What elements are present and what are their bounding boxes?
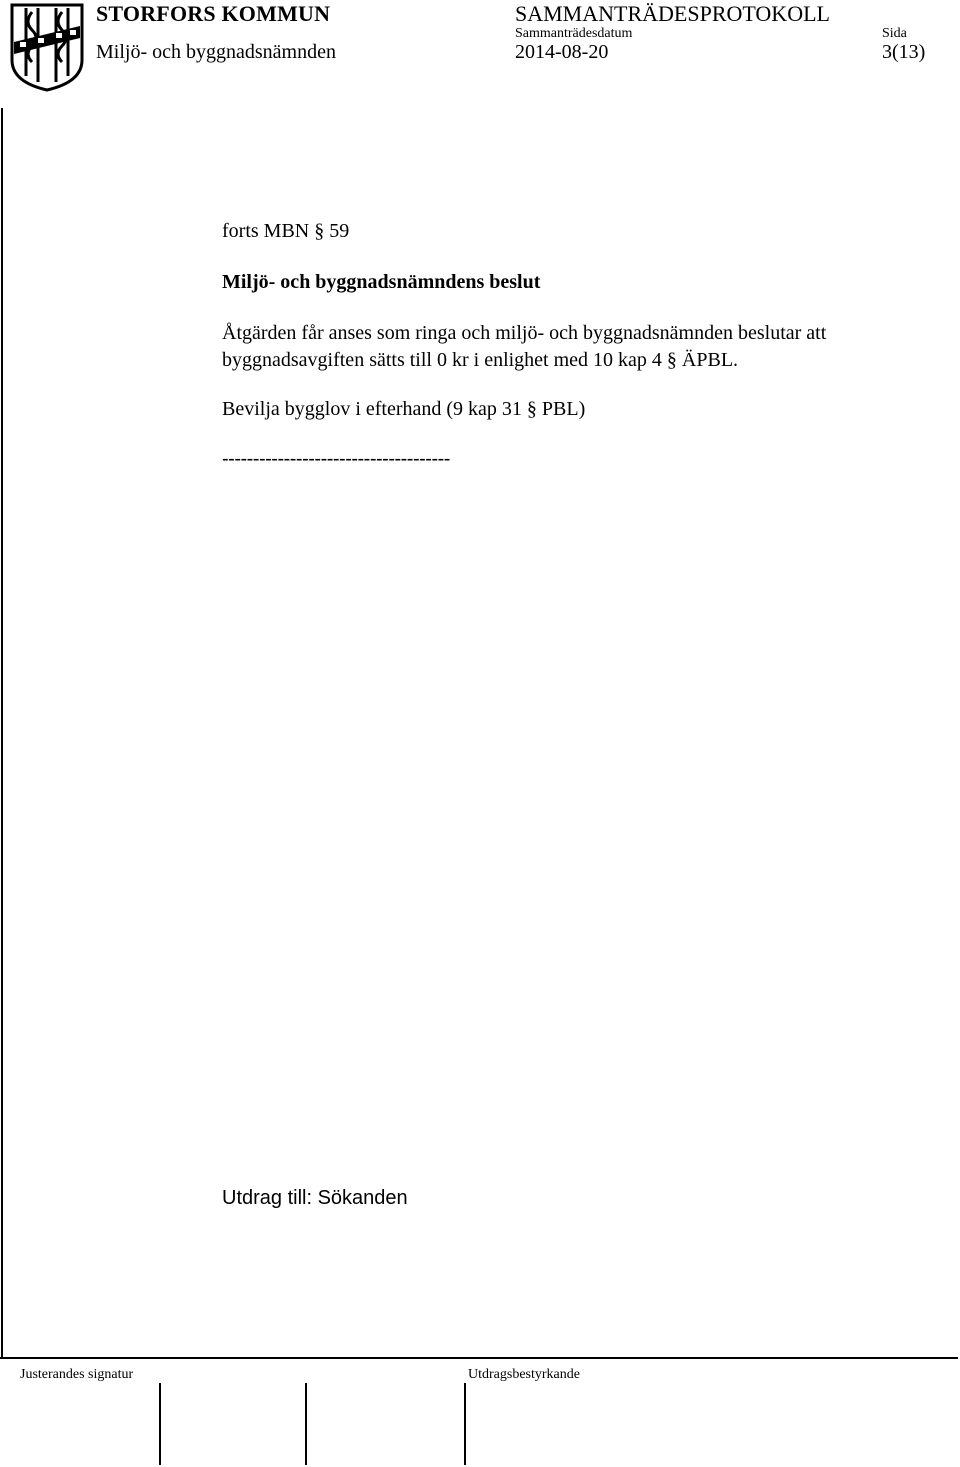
- decision-heading: Miljö- och byggnadsnämndens beslut: [222, 271, 541, 293]
- decision-text: Bevilja bygglov i efterhand (9 kap 31 § PBL): [222, 398, 586, 420]
- signature-label: Justerandes signatur: [20, 1367, 134, 1382]
- section-reference: forts MBN § 59: [222, 220, 350, 242]
- board-name: Miljö- och byggnadsnämnden: [96, 41, 336, 63]
- footer-signature-box-2: [305, 1383, 307, 1465]
- organization-name: STORFORS KOMMUN: [96, 1, 331, 26]
- page-number: 3(13): [882, 41, 926, 63]
- footer-top-rule: [0, 1357, 958, 1359]
- municipality-crest-icon: [8, 2, 86, 92]
- page-label: Sida: [882, 26, 907, 41]
- footer-signature-box-1: [159, 1383, 161, 1465]
- paragraph-line: Åtgärden får anses som ringa och miljö- och byggnadsnämnden beslutar att: [222, 322, 827, 344]
- meeting-date-label: Sammanträdesdatum: [515, 26, 633, 41]
- left-margin-rule: [1, 108, 3, 1358]
- paragraph-line: byggnadsavgiften sätts till 0 kr i enlighet med 10 kap 4 § ÄPBL.: [222, 349, 739, 371]
- decision-paragraph: [222, 320, 922, 374]
- meeting-date: 2014-08-20: [515, 41, 609, 63]
- document-type: SAMMANTRÄDESPROTOKOLL: [515, 1, 830, 26]
- certification-label: Utdragsbestyrkande: [468, 1367, 580, 1382]
- footer-signature-box-3: [464, 1383, 466, 1465]
- separator-line: -------------------------------------: [222, 448, 450, 470]
- excerpt-recipients: Utdrag till: Sökanden: [222, 1187, 408, 1209]
